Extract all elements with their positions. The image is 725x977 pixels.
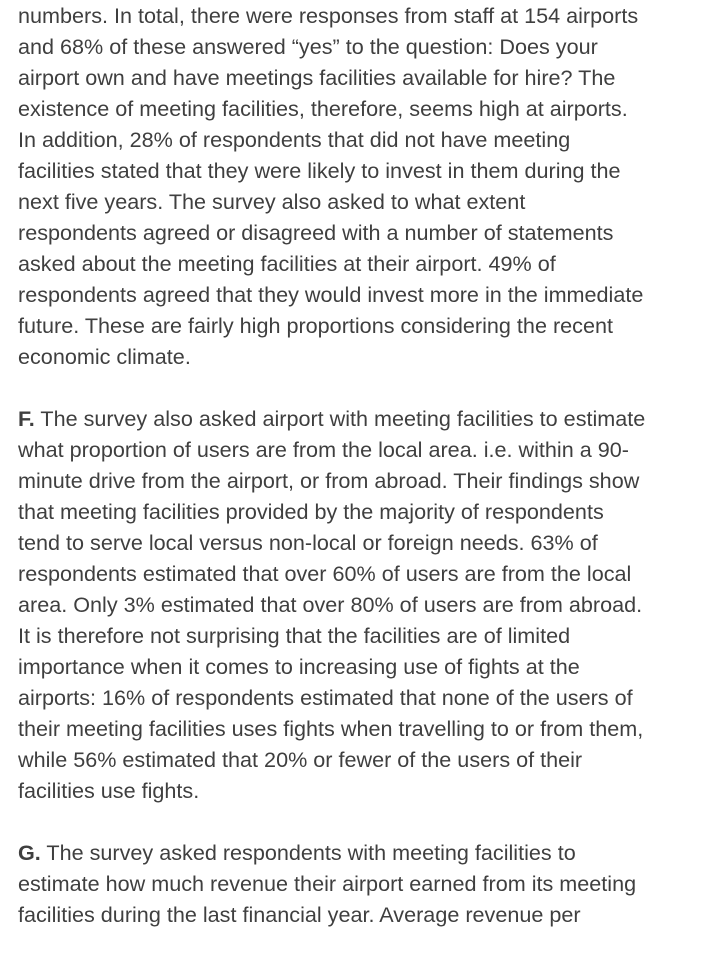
- text-line: importance when it comes to increasing use of fights at the: [18, 654, 580, 679]
- text-line: estimate how much revenue their airport earned from its meeting: [18, 871, 637, 896]
- text-line: that meeting facilities provided by the majority of respondents: [18, 499, 604, 524]
- paragraph-spacer: [18, 372, 718, 403]
- text-line: facilities stated that they were likely to invest in them during the: [18, 158, 621, 183]
- text-line: numbers. In total, there were responses from staff at 154 airports: [18, 3, 639, 28]
- text-line: [18, 403, 718, 434]
- text-line: airport own and have meetings facilities available for hire? The: [18, 65, 616, 90]
- text-line: future. These are fairly high proportions considering the recent: [18, 313, 613, 338]
- text-line: economic climate.: [18, 344, 191, 369]
- text-fragment: The survey asked respondents with meeting facilities to: [40, 840, 576, 865]
- text-line: their meeting facilities uses fights when travelling to or from them,: [18, 716, 644, 741]
- text-line: facilities use fights.: [18, 778, 200, 803]
- paragraph-g: [18, 837, 718, 930]
- text-line: tend to serve local versus non-local or foreign needs. 63% of: [18, 530, 598, 555]
- text-fragment: The survey also asked airport with meeting facilities to estimate: [34, 406, 646, 431]
- text-line: It is therefore not surprising that the facilities are of limited: [18, 623, 571, 648]
- text-line: respondents agreed or disagreed with a number of statements: [18, 220, 614, 245]
- paragraph-f: [18, 403, 718, 806]
- text-line: asked about the meeting facilities at their airport. 49% of: [18, 251, 556, 276]
- paragraph-letter: F.: [18, 406, 35, 431]
- text-line: In addition, 28% of respondents that did not have meeting: [18, 127, 571, 152]
- text-line: existence of meeting facilities, therefore, seems high at airports.: [18, 96, 628, 121]
- paragraph-letter: G.: [18, 840, 41, 865]
- document-page: [18, 0, 718, 930]
- text-line: facilities during the last financial year. Average revenue per: [18, 902, 581, 927]
- text-line: minute drive from the airport, or from abroad. Their findings show: [18, 468, 640, 493]
- text-line: while 56% estimated that 20% or fewer of the users of their: [18, 747, 583, 772]
- text-line: area. Only 3% estimated that over 80% of users are from abroad.: [18, 592, 643, 617]
- text-line: next five years. The survey also asked to what extent: [18, 189, 526, 214]
- text-line: and 68% of these answered “yes” to the question: Does your: [18, 34, 598, 59]
- text-line: [18, 837, 718, 868]
- text-line: airports: 16% of respondents estimated that none of the users of: [18, 685, 633, 710]
- paragraph-e-continued: [18, 0, 718, 372]
- text-line: what proportion of users are from the local area. i.e. within a 90-: [18, 437, 629, 462]
- text-line: respondents agreed that they would invest more in the immediate: [18, 282, 644, 307]
- paragraph-spacer: [18, 806, 718, 837]
- text-line: respondents estimated that over 60% of users are from the local: [18, 561, 632, 586]
